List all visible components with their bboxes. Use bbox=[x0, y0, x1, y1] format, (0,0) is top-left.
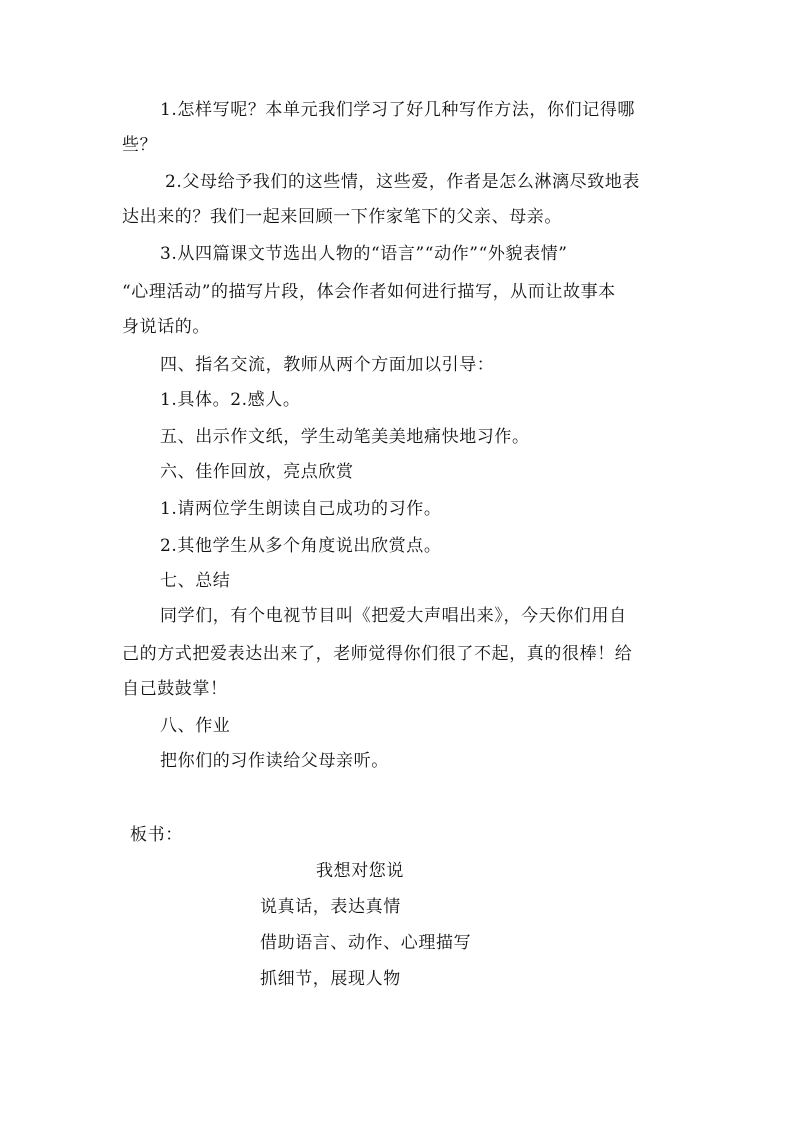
section-7-line-3: 自己鼓鼓掌！ bbox=[122, 679, 228, 699]
section-4-points: 1.具体。2.感人。 bbox=[160, 390, 301, 410]
board-line-2: 借助语言、动作、心理描写 bbox=[260, 933, 472, 953]
paragraph-2-line-1: 2.父母给予我们的这些情，这些爱，作者是怎么淋漓尽致地表 bbox=[165, 172, 641, 192]
section-6-item-1: 1.请两位学生朗读自己成功的习作。 bbox=[160, 499, 442, 519]
section-6-item-2: 2.其他学生从多个角度说出欣赏点。 bbox=[160, 536, 442, 556]
section-7-heading: 七、总结 bbox=[160, 571, 231, 591]
board-line-3: 抓细节，展现人物 bbox=[260, 969, 401, 989]
paragraph-3-line-3: 身说话的。 bbox=[122, 317, 210, 337]
section-5-heading: 五、出示作文纸，学生动笔美美地痛快地习作。 bbox=[160, 427, 530, 447]
board-label: 板书： bbox=[130, 825, 183, 845]
paragraph-1-line-1: 1.怎样写呢？本单元我们学习了好几种写作方法，你们记得哪 bbox=[160, 100, 636, 120]
paragraph-3-line-2: “心理活动”的描写片段，体会作者如何进行描写，从而让故事本 bbox=[122, 282, 616, 302]
section-8-line-1: 把你们的习作读给父母亲听。 bbox=[160, 751, 389, 771]
section-7-line-1: 同学们，有个电视节目叫《把爱大声唱出来》，今天你们用自 bbox=[160, 606, 627, 626]
paragraph-2-line-2: 达出来的？我们一起来回顾一下作家笔下的父亲、母亲。 bbox=[122, 207, 562, 227]
section-8-heading: 八、作业 bbox=[160, 716, 231, 736]
section-4-heading: 四、指名交流，教师从两个方面加以引导： bbox=[160, 355, 495, 375]
section-6-heading: 六、佳作回放，亮点欣赏 bbox=[160, 462, 354, 482]
board-line-1: 说真话，表达真情 bbox=[260, 897, 401, 917]
board-title: 我想对您说 bbox=[316, 861, 404, 881]
section-7-line-2: 己的方式把爱表达出来了，老师觉得你们很了不起，真的很棒！给 bbox=[122, 644, 633, 664]
paragraph-3-line-1: 3.从四篇课文节选出人物的“语言”“动作”“外貌表情” bbox=[160, 244, 568, 264]
paragraph-1-line-2: 些？ bbox=[122, 135, 158, 155]
